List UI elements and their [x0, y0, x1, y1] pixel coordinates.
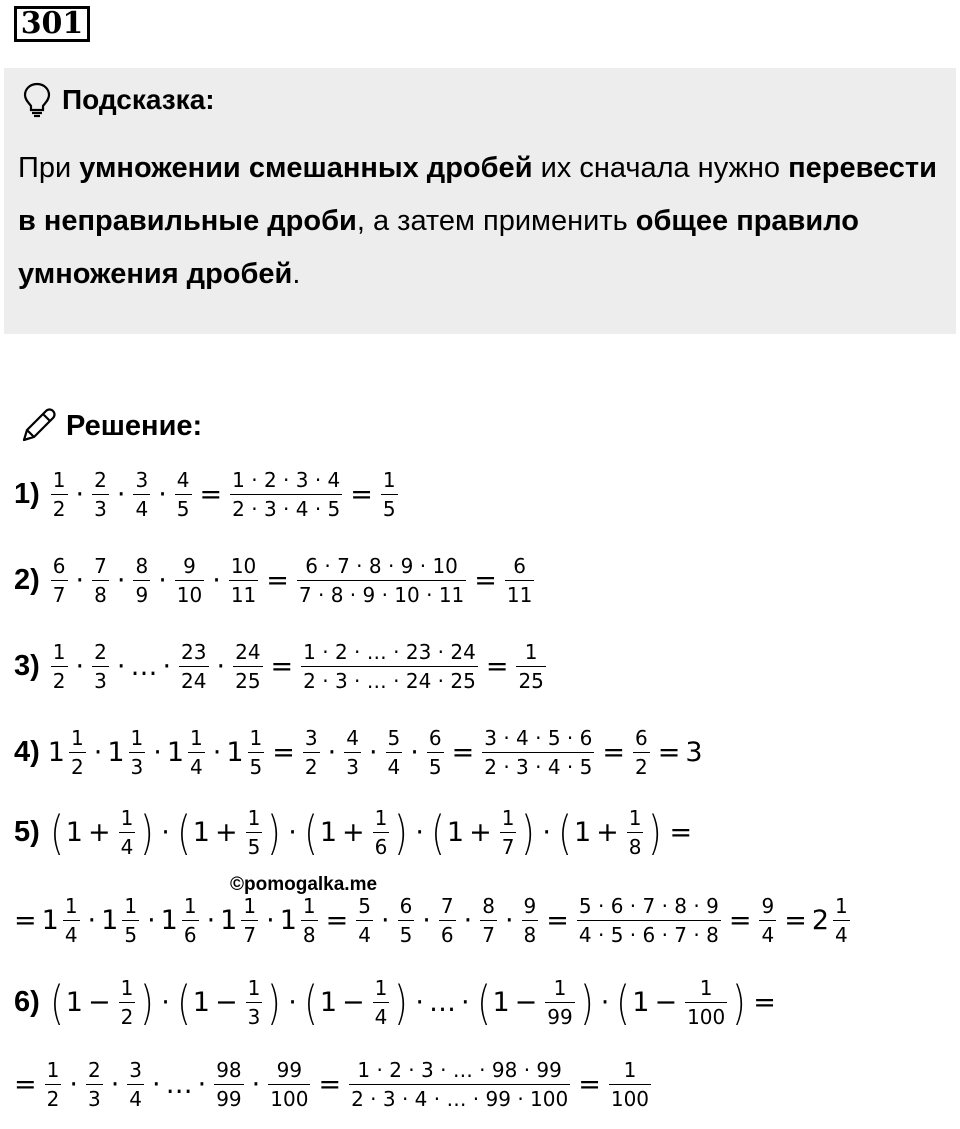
dot-operator: · — [251, 1069, 261, 1100]
fraction: $\frac{99}{100}$ — [270, 1058, 309, 1111]
result-value: 3 — [685, 737, 703, 768]
fraction: $\frac{6 \cdot 7 \cdot 8 \cdot 9 \cdot 10}{7 \cdot 8 \cdot 9 \cdot 10 \cdot 11}$ — [298, 554, 465, 607]
dot-operator: · — [288, 987, 297, 1018]
parenthesized-group: ( 1 − $\frac{1}{3}$ ) — [177, 975, 282, 1030]
parenthesized-group: ( 1 + $\frac{1}{8}$ ) — [558, 805, 663, 860]
fraction: $\frac{1}{2}$ — [46, 1058, 60, 1111]
ellipsis: … — [428, 987, 456, 1018]
fraction: $\frac{6}{2}$ — [634, 726, 648, 779]
fraction: $\frac{1}{5}$ — [124, 894, 138, 947]
dot-operator: · — [504, 905, 514, 936]
solution-line-6-continued — [14, 1060, 654, 1109]
ellipsis: … — [130, 651, 158, 682]
equals-sign: = — [578, 1069, 601, 1100]
fraction: $\frac{1}{5}$ — [249, 726, 263, 779]
hint-text-part: их сначала нужно — [532, 152, 789, 184]
item-label: 2) — [14, 564, 40, 596]
dot-operator: · — [116, 565, 126, 596]
pencil-icon — [18, 406, 58, 446]
fraction: $\frac{7}{6}$ — [440, 894, 454, 947]
equals-sign: = — [669, 817, 693, 848]
dot-operator: · — [197, 1069, 207, 1100]
equals-sign: = — [753, 987, 776, 1018]
parenthesized-group: ( 1 + $\frac{1}{4}$ ) — [50, 805, 155, 860]
hint-bold-part: перевести в неправильные дроби — [18, 152, 937, 237]
hint-bold-part: общее правило умножения дробей — [18, 205, 859, 290]
dot-operator: · — [69, 1069, 78, 1100]
fraction: $\frac{1}{8}$ — [302, 894, 316, 947]
hint-text-part: . — [292, 258, 301, 290]
item-label: 3) — [14, 650, 40, 682]
dot-operator: · — [110, 1069, 120, 1100]
parenthesized-group: ( 1 + $\frac{1}{5}$ ) — [177, 805, 282, 860]
result-fraction: $\frac{1}{5}$ — [382, 468, 396, 521]
equals-sign: = — [485, 651, 509, 682]
equals-sign: = — [451, 737, 475, 768]
fraction: $\frac{6}{5}$ — [399, 894, 413, 947]
dot-operator: · — [116, 479, 126, 510]
ellipsis: … — [165, 1069, 193, 1100]
fraction: $\frac{1}{2}$ — [52, 640, 66, 693]
hint-text-part: , а затем применить — [356, 205, 636, 237]
equals-sign: = — [266, 565, 289, 596]
fraction: $\frac{3}{4}$ — [135, 468, 149, 521]
equals-sign: = — [270, 651, 294, 682]
fraction: $\frac{3}{2}$ — [304, 726, 318, 779]
fraction: $\frac{5}{4}$ — [387, 726, 401, 779]
equals-sign: = — [474, 565, 497, 596]
dot-operator: · — [460, 987, 470, 1018]
result-whole-part: 2 — [811, 905, 829, 936]
dot-operator: · — [158, 479, 167, 510]
solution-line-2 — [14, 556, 537, 605]
fraction: $\frac{1}{3}$ — [130, 726, 144, 779]
dot-operator: · — [152, 1069, 161, 1100]
fraction: $\frac{9}{10}$ — [176, 554, 203, 607]
whole-part: 1 — [166, 737, 185, 768]
dot-operator: · — [153, 737, 162, 768]
solution-line-6 — [14, 975, 781, 1030]
fraction: $\frac{10}{11}$ — [230, 554, 257, 607]
equals-sign: = — [325, 905, 349, 936]
dot-operator: · — [368, 737, 378, 768]
fraction: $\frac{9}{4}$ — [761, 894, 775, 947]
equals-sign: = — [350, 479, 373, 510]
fraction: $\frac{1}{7}$ — [243, 894, 257, 947]
fraction: $\frac{4}{3}$ — [346, 726, 359, 779]
dot-operator: · — [147, 905, 156, 936]
result-fraction: $\frac{1}{4}$ — [835, 894, 848, 947]
dot-operator: · — [162, 651, 172, 682]
watermark: ©pomogalka.me — [230, 874, 378, 895]
fraction: $\frac{1}{4}$ — [190, 726, 203, 779]
fraction: $\frac{2}{3}$ — [87, 1058, 101, 1111]
dot-operator: · — [75, 651, 85, 682]
lightbulb-icon — [22, 82, 52, 118]
whole-part: 1 — [107, 737, 125, 768]
equals-sign: = — [272, 737, 295, 768]
fraction: $\frac{1}{6}$ — [183, 894, 197, 947]
hint-panel — [4, 68, 956, 334]
dot-operator: · — [116, 651, 126, 682]
fraction: $\frac{6}{5}$ — [428, 726, 442, 779]
item-label: 1) — [14, 478, 40, 510]
dot-operator: · — [93, 737, 103, 768]
equals-sign: = — [14, 1069, 37, 1100]
dot-operator: · — [266, 905, 275, 936]
dot-operator: · — [87, 905, 97, 936]
parenthesized-group: ( 1 + $\frac{1}{7}$ ) — [431, 805, 536, 860]
fraction: $\frac{6}{7}$ — [52, 554, 66, 607]
hint-text-part: При — [18, 152, 80, 184]
parenthesized-group: ( 1 − $\frac{1}{2}$ ) — [50, 975, 155, 1030]
fraction: $\frac{1 \cdot 2 \cdot \dots \cdot 23 \cdot 24}{2 \cdot 3 \cdot \dots \cdot 24 \cdot 25}$ — [303, 640, 476, 693]
equals-sign: = — [784, 905, 807, 936]
dot-operator: · — [206, 905, 216, 936]
dot-operator: · — [212, 737, 222, 768]
parenthesized-group: ( 1 − $\frac{1}{99}$ ) — [476, 975, 594, 1030]
dot-operator: · — [216, 651, 226, 682]
fraction: $\frac{2}{3}$ — [94, 640, 107, 693]
fraction: $\frac{1}{2}$ — [70, 726, 84, 779]
fraction: $\frac{3 \cdot 4 \cdot 5 \cdot 6}{2 \cdot 3 \cdot 4 \cdot 5}$ — [484, 726, 593, 779]
solution-title: Решение: — [66, 409, 203, 442]
whole-part: 1 — [47, 737, 65, 768]
whole-part: 1 — [41, 905, 59, 936]
fraction: $\frac{5 \cdot 6 \cdot 7 \cdot 8 \cdot 9}{4 \cdot 5 \cdot 6 \cdot 7 \cdot 8}$ — [578, 894, 719, 947]
dot-operator: · — [161, 817, 170, 848]
dot-operator: · — [410, 737, 419, 768]
fraction: $\frac{1 \cdot 2 \cdot 3 \cdot 4}{2 \cdot 3 \cdot 4 \cdot 5}$ — [232, 468, 341, 521]
fraction: $\frac{8}{7}$ — [482, 894, 495, 947]
dot-operator: · — [75, 565, 85, 596]
solution-line-5 — [14, 805, 697, 860]
equals-sign: = — [602, 737, 625, 768]
equals-sign: = — [199, 479, 223, 510]
fraction: $\frac{1}{4}$ — [64, 894, 78, 947]
fraction: $\frac{1}{2}$ — [52, 468, 66, 521]
parenthesized-group: ( 1 − $\frac{1}{100}$ ) — [616, 975, 746, 1030]
fraction: $\frac{98}{99}$ — [216, 1058, 242, 1111]
dot-operator: · — [422, 905, 431, 936]
fraction: $\frac{2}{3}$ — [94, 468, 107, 521]
fraction: $\frac{5}{4}$ — [358, 894, 371, 947]
parenthesized-group: ( 1 + $\frac{1}{6}$ ) — [304, 805, 409, 860]
fraction: $\frac{7}{8}$ — [94, 554, 107, 607]
equals-sign: = — [14, 905, 37, 936]
dot-operator: · — [463, 905, 473, 936]
dot-operator: · — [288, 817, 297, 848]
dot-operator: · — [380, 905, 390, 936]
dot-operator: · — [542, 817, 551, 848]
solution-header — [18, 406, 202, 446]
dot-operator: · — [212, 565, 221, 596]
fraction: $\frac{4}{5}$ — [176, 468, 190, 521]
dot-operator: · — [75, 479, 85, 510]
fraction: $\frac{1 \cdot 2 \cdot 3 \cdot \dots \cdot 98 \cdot 99}{2 \cdot 3 \cdot 4 \cdot \dots \cdot 99 \cdot 100}$ — [351, 1058, 569, 1111]
result-fraction: $\frac{1}{100}$ — [610, 1058, 650, 1111]
solution-line-1 — [14, 470, 401, 519]
fraction: $\frac{8}{9}$ — [135, 554, 149, 607]
solution-line-4 — [14, 728, 703, 777]
item-label: 5) — [14, 816, 40, 848]
dot-operator: · — [415, 987, 424, 1018]
whole-part: 1 — [101, 905, 119, 936]
dot-operator: · — [161, 987, 170, 1018]
result-fraction: $\frac{1}{25}$ — [518, 640, 544, 693]
equals-sign: = — [318, 1069, 342, 1100]
dot-operator: · — [158, 565, 167, 596]
whole-part: 1 — [226, 737, 244, 768]
fraction: $\frac{9}{8}$ — [523, 894, 537, 947]
parenthesized-group: ( 1 − $\frac{1}{4}$ ) — [304, 975, 409, 1030]
equals-sign: = — [728, 905, 752, 936]
solution-line-3 — [14, 642, 549, 691]
fraction: $\frac{24}{25}$ — [235, 640, 261, 693]
hint-bold-part: умножении смешанных дробей — [79, 152, 533, 184]
dot-operator: · — [415, 817, 424, 848]
equals-sign: = — [546, 905, 569, 936]
fraction: $\frac{23}{24}$ — [181, 640, 207, 693]
whole-part: 1 — [279, 905, 297, 936]
fraction: $\frac{3}{4}$ — [129, 1058, 143, 1111]
dot-operator: · — [327, 737, 337, 768]
item-label: 6) — [14, 986, 40, 1018]
dot-operator: · — [600, 987, 610, 1018]
whole-part: 1 — [160, 905, 178, 936]
whole-part: 1 — [220, 905, 238, 936]
solution-line-5-continued — [14, 896, 853, 945]
hint-text — [18, 142, 938, 301]
item-label: 4) — [14, 736, 40, 768]
hint-title: Подсказка: — [62, 84, 215, 115]
hint-header — [22, 82, 215, 118]
equals-sign: = — [657, 737, 681, 768]
result-fraction: $\frac{6}{11}$ — [506, 554, 533, 607]
problem-number: 301 — [14, 6, 90, 42]
